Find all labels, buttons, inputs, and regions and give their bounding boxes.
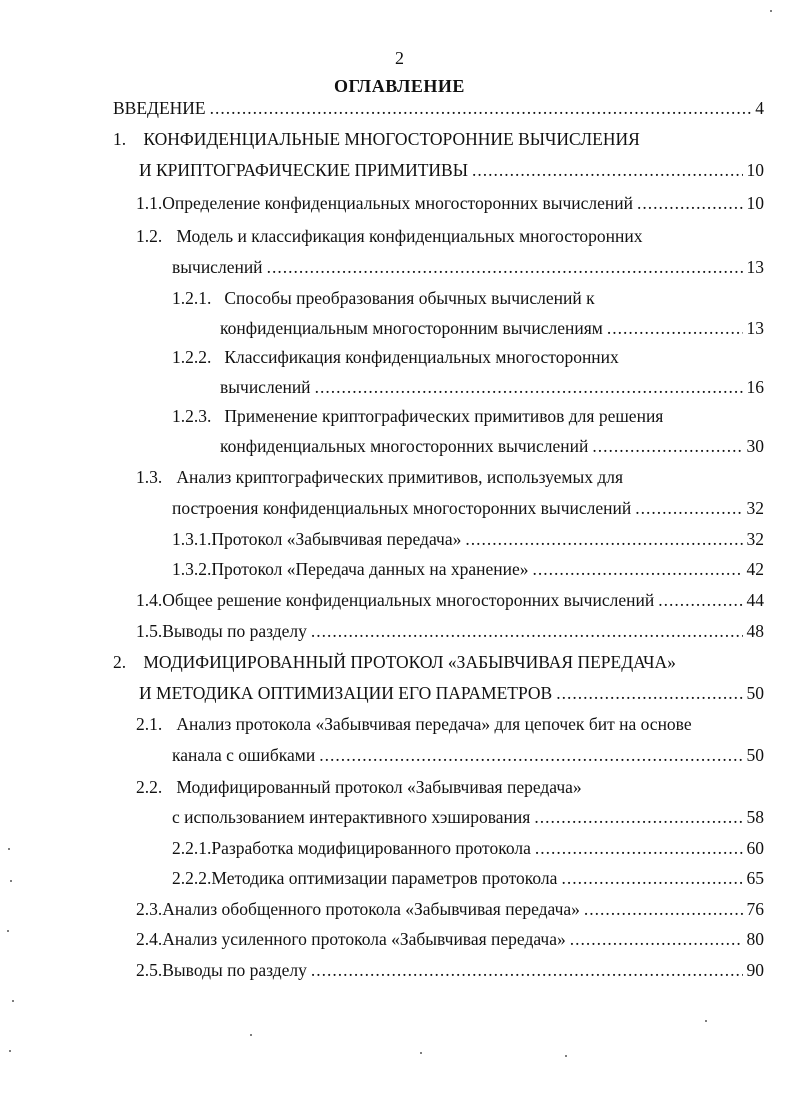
page-number: 2 [395,48,404,68]
toc-entry-number: 1.2.2. [172,347,212,367]
toc-entry[interactable] [172,743,764,767]
dot-leader [311,619,743,643]
toc-entry[interactable] [172,557,764,581]
dot-leader [465,527,742,551]
toc-entry-number: 1.1. [136,193,163,213]
toc-page-number: 60 [746,838,764,858]
toc-entry[interactable] [172,404,764,428]
toc-entry-text: Выводы по разделу [162,621,307,641]
dot-leader [556,681,742,705]
toc-entry-text: вычислений [220,377,311,397]
toc-entry[interactable] [220,316,764,340]
toc-entry-number: 2.3. [136,899,163,919]
toc-page-number: 44 [746,590,764,610]
toc-entry[interactable] [113,96,764,120]
dot-leader [535,836,743,860]
toc-entry-number: 1.3.2. [172,559,212,579]
toc-entry[interactable] [136,224,764,248]
dot-leader [635,496,742,520]
scan-speck [705,1020,707,1022]
toc-entry-number: 2. [113,652,127,672]
toc-entry[interactable] [113,127,764,151]
toc-entry-number: 2.2.1. [172,838,212,858]
toc-entry-text: МОДИФИЦИРОВАННЫЙ ПРОТОКОЛ «ЗАБЫВЧИВАЯ ПЕРЕДАЧА» [143,652,676,672]
toc-entry[interactable] [172,345,764,369]
dot-leader [533,557,743,581]
toc-entry-text: Общее решение конфиденциальных многосторонних вычислений [162,590,655,610]
dot-leader [319,743,742,767]
page-title: ОГЛАВЛЕНИЕ [334,76,465,96]
toc-page-number: 42 [746,559,764,579]
toc-entry-text: вычислений [172,257,263,277]
scan-speck [8,848,10,850]
toc-entry-text: ВВЕДЕНИЕ [113,98,206,118]
toc-entry-text: конфиденциальным многосторонним вычислениям [220,318,603,338]
scan-speck [9,1050,11,1052]
toc-entry-number: 1.3.1. [172,529,212,549]
toc-entry-number: 1.2. [136,226,163,246]
toc-entry-text: Способы преобразования обычных вычислений к [224,288,595,308]
toc-entry-number: 1.5. [136,621,163,641]
toc-entry-text: Модифицированный протокол «Забывчивая передача» [176,777,582,797]
toc-page-number: 80 [746,929,764,949]
toc-entry[interactable] [172,255,764,279]
toc-entry-text: Протокол «Забывчивая передача» [211,529,462,549]
scan-speck [250,1034,252,1036]
scan-speck [770,10,772,12]
toc-entry-number: 1.3. [136,467,163,487]
toc-entry-text: И МЕТОДИКА ОПТИМИЗАЦИИ ЕГО ПАРАМЕТРОВ [139,683,553,703]
toc-entry-text: канала с ошибками [172,745,316,765]
toc-entry-number: 1. [113,129,127,149]
dot-leader [570,927,743,951]
toc-entry-text: И КРИПТОГРАФИЧЕСКИЕ ПРИМИТИВЫ [139,160,468,180]
toc-entry-number: 2.5. [136,960,163,980]
toc-entry[interactable] [136,619,764,643]
toc-entry-number: 1.2.3. [172,406,212,426]
toc-entry[interactable] [172,286,764,310]
toc-entry-number: 2.2.2. [172,868,212,888]
toc-entry[interactable] [172,836,764,860]
toc-entry-text: Методика оптимизации параметров протокола [211,868,558,888]
toc-entry-text: Определение конфиденциальных многосторонних вычислений [162,193,633,213]
dot-leader [561,866,742,890]
toc-page-number: 76 [746,899,764,919]
toc-entry-text: с использованием интерактивного хэширования [172,807,531,827]
toc-entry[interactable] [136,465,764,489]
dot-leader [607,316,743,340]
toc-entry-text: Протокол «Передача данных на хранение» [211,559,529,579]
toc-entry-number: 1.2.1. [172,288,212,308]
toc-entry[interactable] [136,958,764,982]
toc-page-number: 16 [746,377,764,397]
toc-entry[interactable] [220,434,764,458]
scan-speck [565,1055,567,1057]
toc-entry[interactable] [136,712,764,736]
dot-leader [637,191,743,215]
toc-entry-text: КОНФИДЕНЦИАЛЬНЫЕ МНОГОСТОРОННИЕ ВЫЧИСЛЕНИЯ [143,129,640,149]
dot-leader [267,255,743,279]
toc-page-number: 32 [746,498,764,518]
toc-entry-text: конфиденциальных многосторонних вычислений [220,436,589,456]
dot-leader [315,375,743,399]
toc-entry-text: Применение криптографических примитивов для решения [224,406,664,426]
toc-entry-text: Анализ обобщенного протокола «Забывчивая передача» [162,899,580,919]
toc-page-number: 4 [755,98,764,118]
toc-page-number: 48 [746,621,764,641]
toc-entry[interactable] [136,897,764,921]
toc-entry-number: 1.4. [136,590,163,610]
scan-speck [10,880,12,882]
dot-leader [658,588,742,612]
toc-page-number: 30 [746,436,764,456]
dot-leader [472,158,743,182]
toc-page-number: 50 [746,683,764,703]
toc-entry-text: Разработка модифицированного протокола [211,838,531,858]
toc-entry[interactable] [172,866,764,890]
toc-entry-text: построения конфиденциальных многосторонних вычислений [172,498,632,518]
toc-page-number: 32 [746,529,764,549]
toc-page-number: 58 [746,807,764,827]
scan-speck [12,1000,14,1002]
toc-page-number: 10 [746,193,764,213]
toc-entry-number: 2.4. [136,929,163,949]
dot-leader [210,96,752,120]
toc-entry[interactable] [139,681,764,705]
toc-page-number: 13 [746,318,764,338]
toc-page-number: 90 [746,960,764,980]
toc-page-number: 65 [746,868,764,888]
toc-entry-text: Выводы по разделу [162,960,307,980]
scan-speck [7,930,9,932]
toc-entry-number: 2.2. [136,777,163,797]
dot-leader [311,958,743,982]
toc-entry-text: Анализ усиленного протокола «Забывчивая передача» [162,929,566,949]
dot-leader [584,897,743,921]
toc-entry[interactable] [113,650,764,674]
toc-entry[interactable] [136,775,764,799]
toc-entry[interactable] [172,805,764,829]
toc-entry[interactable] [139,158,764,182]
dot-leader [534,805,742,829]
toc-entry-text: Анализ криптографических примитивов, используемых для [176,467,624,487]
toc-entry-text: Модель и классификация конфиденциальных многосторонних [176,226,643,246]
toc-entry[interactable] [136,927,764,951]
dot-leader [592,434,742,458]
toc-entry-text: Анализ протокола «Забывчивая передача» для цепочек бит на основе [176,714,692,734]
toc-page-number: 13 [746,257,764,277]
toc-entry[interactable] [136,191,764,215]
scan-speck [420,1052,422,1054]
toc-entry[interactable] [220,375,764,399]
toc-entry-number: 2.1. [136,714,163,734]
toc-entry-text: Классификация конфиденциальных многосторонних [224,347,619,367]
toc-page-number: 10 [746,160,764,180]
toc-entry[interactable] [172,527,764,551]
toc-entry[interactable] [172,496,764,520]
toc-page-number: 50 [746,745,764,765]
toc-entry[interactable] [136,588,764,612]
